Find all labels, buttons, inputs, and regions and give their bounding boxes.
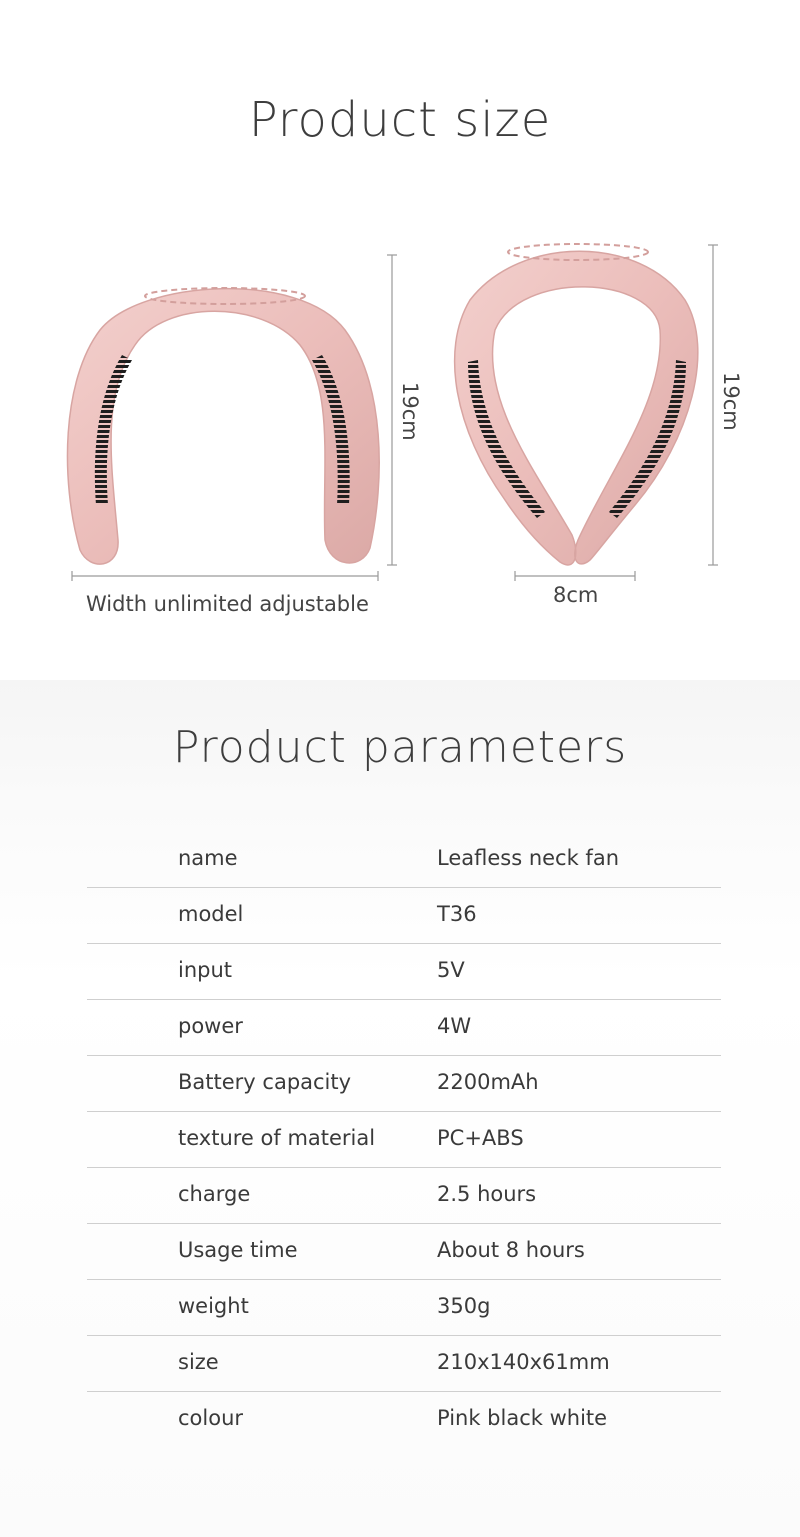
fan-front-view xyxy=(67,288,379,564)
param-row-battery xyxy=(87,1056,721,1112)
param-value: About 8 hours xyxy=(437,1238,585,1262)
param-key: Usage time xyxy=(178,1238,298,1262)
param-key: input xyxy=(178,958,233,982)
param-key: size xyxy=(178,1350,219,1374)
product-parameters-title: Product parameters xyxy=(172,722,628,773)
gap-dimension-label: 8cm xyxy=(553,583,599,607)
param-row-weight xyxy=(87,1280,721,1336)
param-key: charge xyxy=(178,1182,251,1206)
param-row-material xyxy=(87,1112,721,1168)
param-value: Pink black white xyxy=(437,1406,608,1430)
param-row-model xyxy=(87,888,721,944)
param-key: power xyxy=(178,1014,243,1038)
param-value: 350g xyxy=(437,1294,491,1318)
param-value: Leafless neck fan xyxy=(437,846,620,870)
height-dimension-label-left: 19cm xyxy=(398,382,422,441)
param-key: weight xyxy=(178,1294,249,1318)
param-row-charge xyxy=(87,1168,721,1224)
param-row-colour xyxy=(87,1392,721,1447)
param-row-input xyxy=(87,944,721,1000)
param-key: name xyxy=(178,846,238,870)
parameters-table xyxy=(87,832,721,1447)
param-key: colour xyxy=(178,1406,244,1430)
param-value: T36 xyxy=(437,902,477,926)
width-dimension-label: Width unlimited adjustable xyxy=(86,592,369,616)
param-value: PC+ABS xyxy=(437,1126,524,1150)
param-key: Battery capacity xyxy=(178,1070,352,1094)
param-key: model xyxy=(178,902,244,926)
param-value: 2200mAh xyxy=(437,1070,539,1094)
param-row-power xyxy=(87,1000,721,1056)
param-key: texture of material xyxy=(178,1126,376,1150)
product-size-title: Product size xyxy=(248,92,552,148)
param-row-usage-time xyxy=(87,1224,721,1280)
param-value: 210x140x61mm xyxy=(437,1350,610,1374)
param-value: 2.5 hours xyxy=(437,1182,537,1206)
fan-side-view xyxy=(455,244,698,565)
param-value: 5V xyxy=(437,958,465,982)
param-row-name xyxy=(87,832,721,888)
param-value: 4W xyxy=(437,1014,472,1038)
param-row-size xyxy=(87,1336,721,1392)
height-dimension-label-right: 19cm xyxy=(719,372,743,431)
